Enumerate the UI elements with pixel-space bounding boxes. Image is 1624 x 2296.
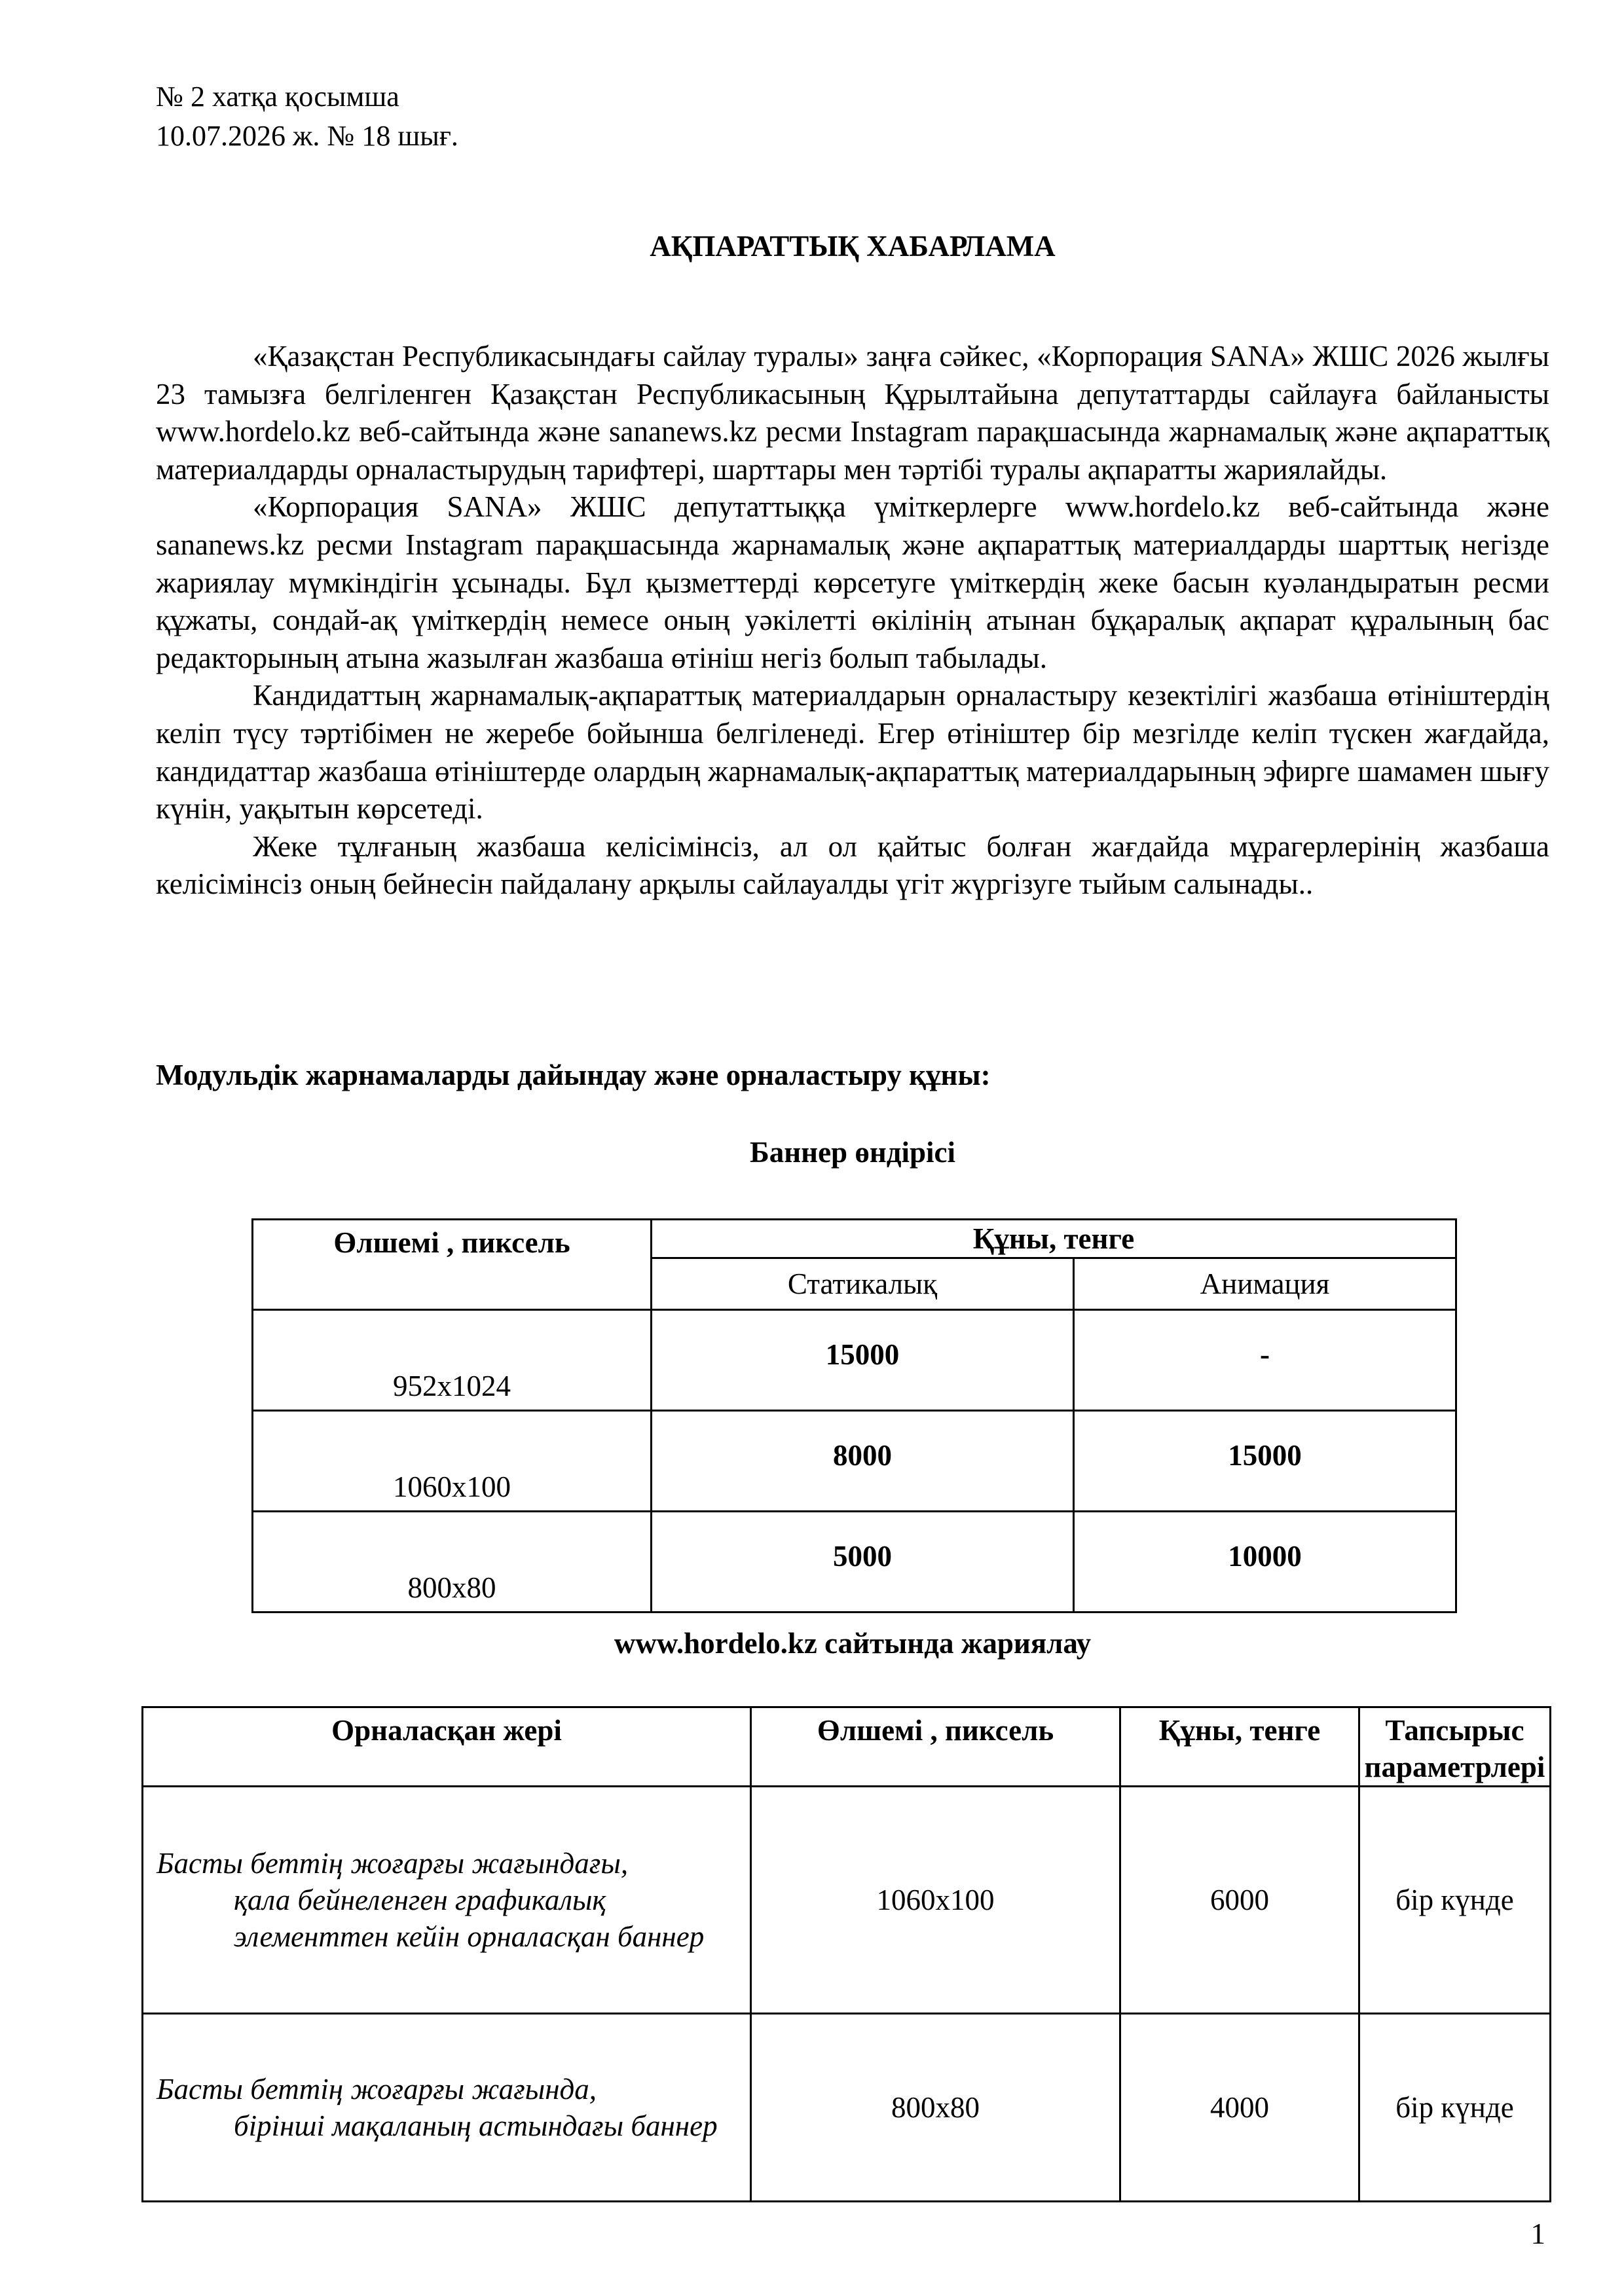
document-title: АҚПАРАТТЫҚ ХАБАРЛАМА [650, 230, 1056, 263]
banner-table-header-row [253, 1220, 1456, 1258]
cell-static-price: 15000 [652, 1310, 1074, 1411]
site-table-caption: www.hordelo.kz сайтында жариялау [614, 1627, 1092, 1660]
header-location: Орналасқан жері [143, 1707, 751, 1787]
header-animation: Анимация [1074, 1258, 1456, 1310]
document-reference [156, 77, 458, 156]
cell-order-params: бір күнде [1359, 2014, 1551, 2202]
header-order-params: Тапсырыс параметрлері [1359, 1707, 1551, 1787]
cell-price: 4000 [1120, 2014, 1359, 2202]
paragraph-4: Жеке тұлғаның жазбаша келісімінсіз, ал ол қайтыс болған жағдайда мұрагерлерінің жазбаша келісімінсіз оның бейнесін пайдалану арқылы сайлауалды үгіт жүргізуге тыйым салынады.. [156, 829, 1549, 901]
banner-table [251, 1218, 1457, 1613]
cell-price: 6000 [1120, 1787, 1359, 2014]
table-row [143, 1787, 1551, 2014]
cell-location [143, 1787, 751, 2014]
location-first-line: Басты беттің жоғарғы жағындағы, [157, 1847, 629, 1880]
page-number: 1 [1530, 2217, 1545, 2250]
cell-size: 800x80 [253, 1512, 652, 1613]
reference-line-1: № 2 хатқа қосымша [156, 81, 399, 113]
paragraph-1: «Қазақстан Республикасындағы сайлау туралы» заңға сәйкес, «Корпорация SANA» ЖШС 2026 жылғы 23 тамызға белгіленген Қазақстан Республикасының Құрылтайына депутаттарды сайлауға байланысты www.hordelo.kz веб-сайтында және sananews.kz ресми Instagram парақшасында жарнамалық және ақпараттық материалдарды орналастырудың тарифтері, шарттары мен тәртібі туралы ақпаратты жариялайды. [156, 340, 1549, 486]
cell-size: 952x1024 [253, 1310, 652, 1411]
site-table-header-row [143, 1707, 1551, 1787]
table-row [253, 1310, 1456, 1411]
location-first-line: Басты беттің жоғарғы жағында, [157, 2073, 597, 2105]
banner-table-caption: Баннер өндірісі [749, 1136, 956, 1169]
paragraph-3: Кандидаттың жарнамалық-ақпараттық материалдарын орналастыру кезектілігі жазбаша өтініштердің келіп түсу тәртібімен не жеребе бойынша белгіленеді. Егер өтініштер бір мезгілде келіп түскен жағдайда, кандидаттар жазбаша өтініштерде олардың жарнамалық-ақпараттық материалдарының эфирге шамамен шығу күнін, уақытын көрсетеді. [156, 679, 1549, 826]
cell-size: 800x80 [751, 2014, 1120, 2202]
location-rest: қала бейнеленген графикалық элементтен кейін орналасқан баннер [234, 1884, 705, 1953]
table-row [253, 1411, 1456, 1512]
header-price: Құны, тенге [652, 1220, 1456, 1258]
body-text [156, 338, 1549, 903]
reference-line-2: 10.07.2026 ж. № 18 шығ. [156, 120, 458, 152]
cell-location [143, 2014, 751, 2202]
table-row [143, 2014, 1551, 2202]
cell-animation-price: 15000 [1074, 1411, 1456, 1512]
section-heading: Модульдік жарнамаларды дайындау және орналастыру құны: [156, 1059, 991, 1091]
header-size: Өлшемі , пиксель [253, 1220, 652, 1310]
cell-static-price: 5000 [652, 1512, 1074, 1613]
cell-order-params: бір күнде [1359, 1787, 1551, 2014]
header-price: Құны, тенге [1120, 1707, 1359, 1787]
cell-animation-price: - [1074, 1310, 1456, 1411]
cell-static-price: 8000 [652, 1411, 1074, 1512]
cell-animation-price: 10000 [1074, 1512, 1456, 1613]
cell-size: 1060x100 [751, 1787, 1120, 2014]
site-table [141, 1706, 1551, 2202]
paragraph-2: «Корпорация SANA» ЖШС депутаттыққа үміткерлерге www.hordelo.kz веб-сайтында және sananews.kz ресми Instagram парақшасында жарнамалық және ақпараттық материалдарды шарттық негізде жариялау мүмкіндігін ұсынады. Бұл қызметтерді көрсетуге үміткердің жеке басын куәландыратын ресми құжаты, сондай-ақ үміткердің немесе оның уәкілетті өкілінің атынан бұқаралық ақпарат құралының бас редакторының атына жазылған жазбаша өтініш негіз болып табылады. [156, 490, 1549, 674]
cell-size: 1060x100 [253, 1411, 652, 1512]
table-row [253, 1512, 1456, 1613]
header-size: Өлшемі , пиксель [751, 1707, 1120, 1787]
location-rest: бірінші мақаланың астындағы баннер [234, 2109, 718, 2142]
header-static: Статикалық [652, 1258, 1074, 1310]
